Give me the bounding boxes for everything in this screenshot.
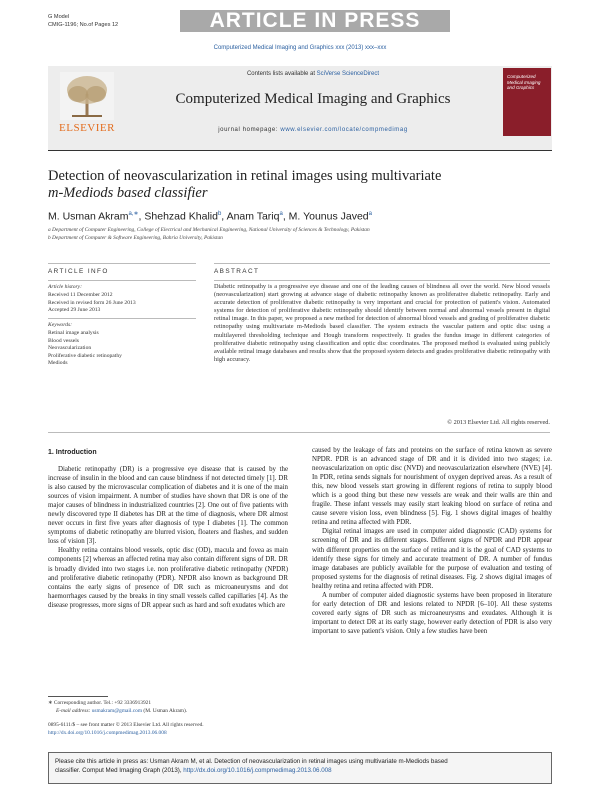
cover-title: Computerized Medical Imaging and Graphics	[507, 74, 541, 90]
journal-homepage: journal homepage: www.elsevier.com/locate/compmedimag	[218, 127, 408, 133]
doi-line	[48, 730, 167, 736]
affiliation-a: a Department of Computer Engineering, College of Electrical and Mechanical Engineering, National University of Sciences & Technology, Pakistan	[48, 227, 370, 233]
journal-title: Computerized Medical Imaging and Graphics	[175, 91, 451, 107]
author-separator: ,	[282, 210, 289, 223]
journal-reference[interactable]: Computerized Medical Imaging and Graphics xxx (2013) xxx–xxx	[213, 45, 387, 51]
history-accepted: Accepted 29 June 2013	[48, 307, 101, 313]
corresponding-author-note: ∗ Corresponding author. Tel.: +92 3336913921	[48, 700, 152, 706]
author-affiliation-mark[interactable]: a,∗	[128, 211, 139, 217]
article-title: Detection of neovascularization in retinal images using multivariate m-Mediods based classifier	[48, 168, 442, 201]
keyword-item: Neovascularization	[48, 345, 92, 351]
author-name: M. Usman Akram	[48, 210, 129, 223]
abstract-rule-mid	[214, 280, 550, 281]
paragraph: caused by the leakage of fats and proteins on the surface of retina known as severe NPDR. PDR is an advanced stage of DR and it is divided into two stages; i.e. neovascularization on optic disc (NVD) and neovascularization elsewhere (NVE) [4]. In PDR, retina sends signals for nourishment of oxygen deprived areas. As a result of this, new blood vessels start growing in different regions of retina to supply blood which is a good thing but these new vessels are weak and their walls are thin and fragile. These infant vessels may easily start leaking blood on surface of retina and cause severe vision loss, even blindness [5]. Fig. 1 shows digital images of healthy retina and retina affected with PDR.	[312, 447, 552, 527]
issn-line: 0895-6111/$ – see front matter © 2013 Elsevier Ltd. All rights reserved.	[48, 722, 204, 728]
keyword-item: Mediods	[48, 360, 68, 366]
abstract-rule-bottom	[48, 432, 550, 433]
history-label: Article history:	[48, 284, 83, 290]
citation-doi-link[interactable]: http://dx.doi.org/10.1016/j.compmedimag.2013.06.008	[183, 767, 332, 774]
article-in-press-banner	[180, 10, 450, 32]
masthead-divider	[48, 150, 552, 151]
paragraph: Diabetic retinopathy (DR) is a progressive eye disease that is caused by the increase of insulin in the blood and can cause blindness if not detected timely [1]. DR is also caused by the microvascular complication of diabetes and it is one of the main sources of vision impairment. A number of studies have shown that DR is one of the major causes of blindness in industrialized countries [2]. One out of five patients with newly discovered type II diabetes has DR at the time of diagnosis, where DR almost never occurs in first five years after diagnosis of type I diabetes [1]. The common symptoms of diabetic retinopathy are blurred vision, floaters and flashes, and sudden loss of vision [3].	[48, 466, 288, 546]
article-info-heading: ARTICLE INFO	[48, 268, 109, 275]
author-separator: ,	[221, 210, 227, 223]
affiliation-b: b Department of Computer & Software Engineering, Bahria University, Pakistan	[48, 235, 223, 241]
abstract-rule-top	[214, 263, 550, 264]
citation-box	[48, 752, 552, 784]
paragraph: Healthy retina contains blood vessels, optic disc (OD), macula and fovea as main components [2] whereas an affected retina may also contain different signs of DR. DR is broadly divided into two stages i.e. non proliferative diabetic retinopathy (NPDR) and proliferative diabetic retinopathy (PDR). NPDR also known as background DR contains the early signs of presence of DR such as microaneurysms and dot haemorrhages caused by the breaks in tiny small vessels called capillaries [4]. As the disease progresses, more signs of DR appear such as hard and soft exudates which are	[48, 547, 288, 609]
sciencedirect-link[interactable]: SciVerse ScienceDirect	[316, 71, 380, 77]
author-name: M. Younus Javed	[288, 210, 369, 223]
keywords-label: Keywords:	[48, 322, 73, 328]
info-rule-mid	[48, 280, 196, 281]
author-affiliation-mark[interactable]: b	[217, 211, 222, 217]
keyword-item: Proliferative diabetic retinopathy	[48, 352, 122, 359]
article-banner	[0, 0, 600, 42]
abstract-heading: ABSTRACT	[214, 268, 260, 275]
author-name: Anam Tariq	[226, 210, 280, 223]
footnote-divider	[48, 696, 108, 697]
homepage-link[interactable]: www.elsevier.com/locate/compmedimag	[280, 127, 408, 133]
email-note: E-mail address: usmakram@gmail.com (M. Usman Akram).	[56, 708, 188, 714]
author-list	[48, 210, 548, 223]
keyword-item: Retinal image analysis	[48, 330, 99, 336]
abstract-text: Diabetic retinopathy is a progressive eye disease and one of the leading causes of blindness all over the world. New blood vessels (neovascularization) start growing at advance stage of diabetic retinopathy known as proliferative diabetic retinopathy. Early and accurate detection of proliferative diabetic retinopathy is very important and crucial for protection of patient's vision. Automated systems for detection of proliferative diabetic retinopathy should identify between normal and abnormal vessels present in digital retinal image. In this paper, we proposed a new method for detection of abnormal blood vessels and grading of proliferative diabetic retinopathy using multivariate m-Mediods based classifier. The system extracts the vascular pattern and optic disc using a multilayered thresholding technique and Hough transform respectively. It grades the fundus image in different categories of proliferative diabetic retinopathy using classification and optic disc coordinates. The proposed method is evaluated using publicly available retinal image databases and results show that the proposed system detects and grades proliferative diabetic retinopathy with high accuracy.	[214, 283, 550, 363]
info-rule-top	[48, 263, 196, 264]
article-in-press-label: ARTICLE IN PRESS	[209, 9, 421, 32]
section-heading-introduction: 1. Introduction	[48, 449, 97, 456]
paragraph: A number of computer aided diagnostic systems have been proposed in literature for early detection of DR and lesions related to NPDR [6–10]. All these systems covered early signs of DR such as microaneurysms and exudates. Although it is important to detect DR at its early stage, however early detection of PDR is also very important to save patient's vision. Only a few studies have been	[312, 591, 552, 635]
manuscript-id: G Model CMIG-1196; No.of Pages 12	[48, 14, 119, 28]
journal-cover	[503, 68, 551, 136]
publisher-name: ELSEVIER	[59, 122, 115, 134]
author-affiliation-mark[interactable]: a	[279, 211, 283, 217]
keyword-item: Blood vessels	[48, 337, 79, 344]
author-affiliation-mark[interactable]: a	[368, 211, 372, 217]
contents-line: Contents lists available at SciVerse ScienceDirect	[246, 71, 380, 77]
paragraph: Digital retinal images are used in computer aided diagnostic (CAD) systems for screening of DR and its different stages. Different signs of NPDR and PDR appear with different properties on the surface of retina and it is the goal of CAD systems to identify these signs for timely and accurate treatment of DR. A number of fundus image databases are publicly available for the purpose of evaluation and testing of proposed systems for the diagnosis of retinal diseases. Fig. 2 shows digital images of healthy retina and retina affected with PDR.	[312, 528, 552, 590]
info-rule-keywords	[48, 318, 196, 319]
history-received: Received 11 December 2012	[48, 292, 113, 298]
author-name: Shehzad Khalid	[144, 210, 218, 223]
history-revised: Received in revised form 26 June 2013	[48, 299, 136, 306]
doi-link[interactable]: http://dx.doi.org/10.1016/j.compmedimag.2013.06.008	[48, 730, 167, 736]
body-right-column	[312, 446, 552, 636]
email-link[interactable]: usmakram@gmail.com	[91, 708, 143, 714]
citation-line: Please cite this article in press as: Usman Akram M, et al. Detection of neovascularization in retinal images using multivariate m-Mediods based	[55, 758, 448, 765]
citation-line: classifier. Comput Med Imaging Graph (2013), http://dx.doi.org/10.1016/j.compmedimag.2013.06.008	[55, 767, 332, 774]
author-separator: ,	[138, 210, 145, 223]
body-left-column	[48, 465, 288, 610]
copyright-notice: © 2013 Elsevier Ltd. All rights reserved.	[447, 419, 550, 426]
